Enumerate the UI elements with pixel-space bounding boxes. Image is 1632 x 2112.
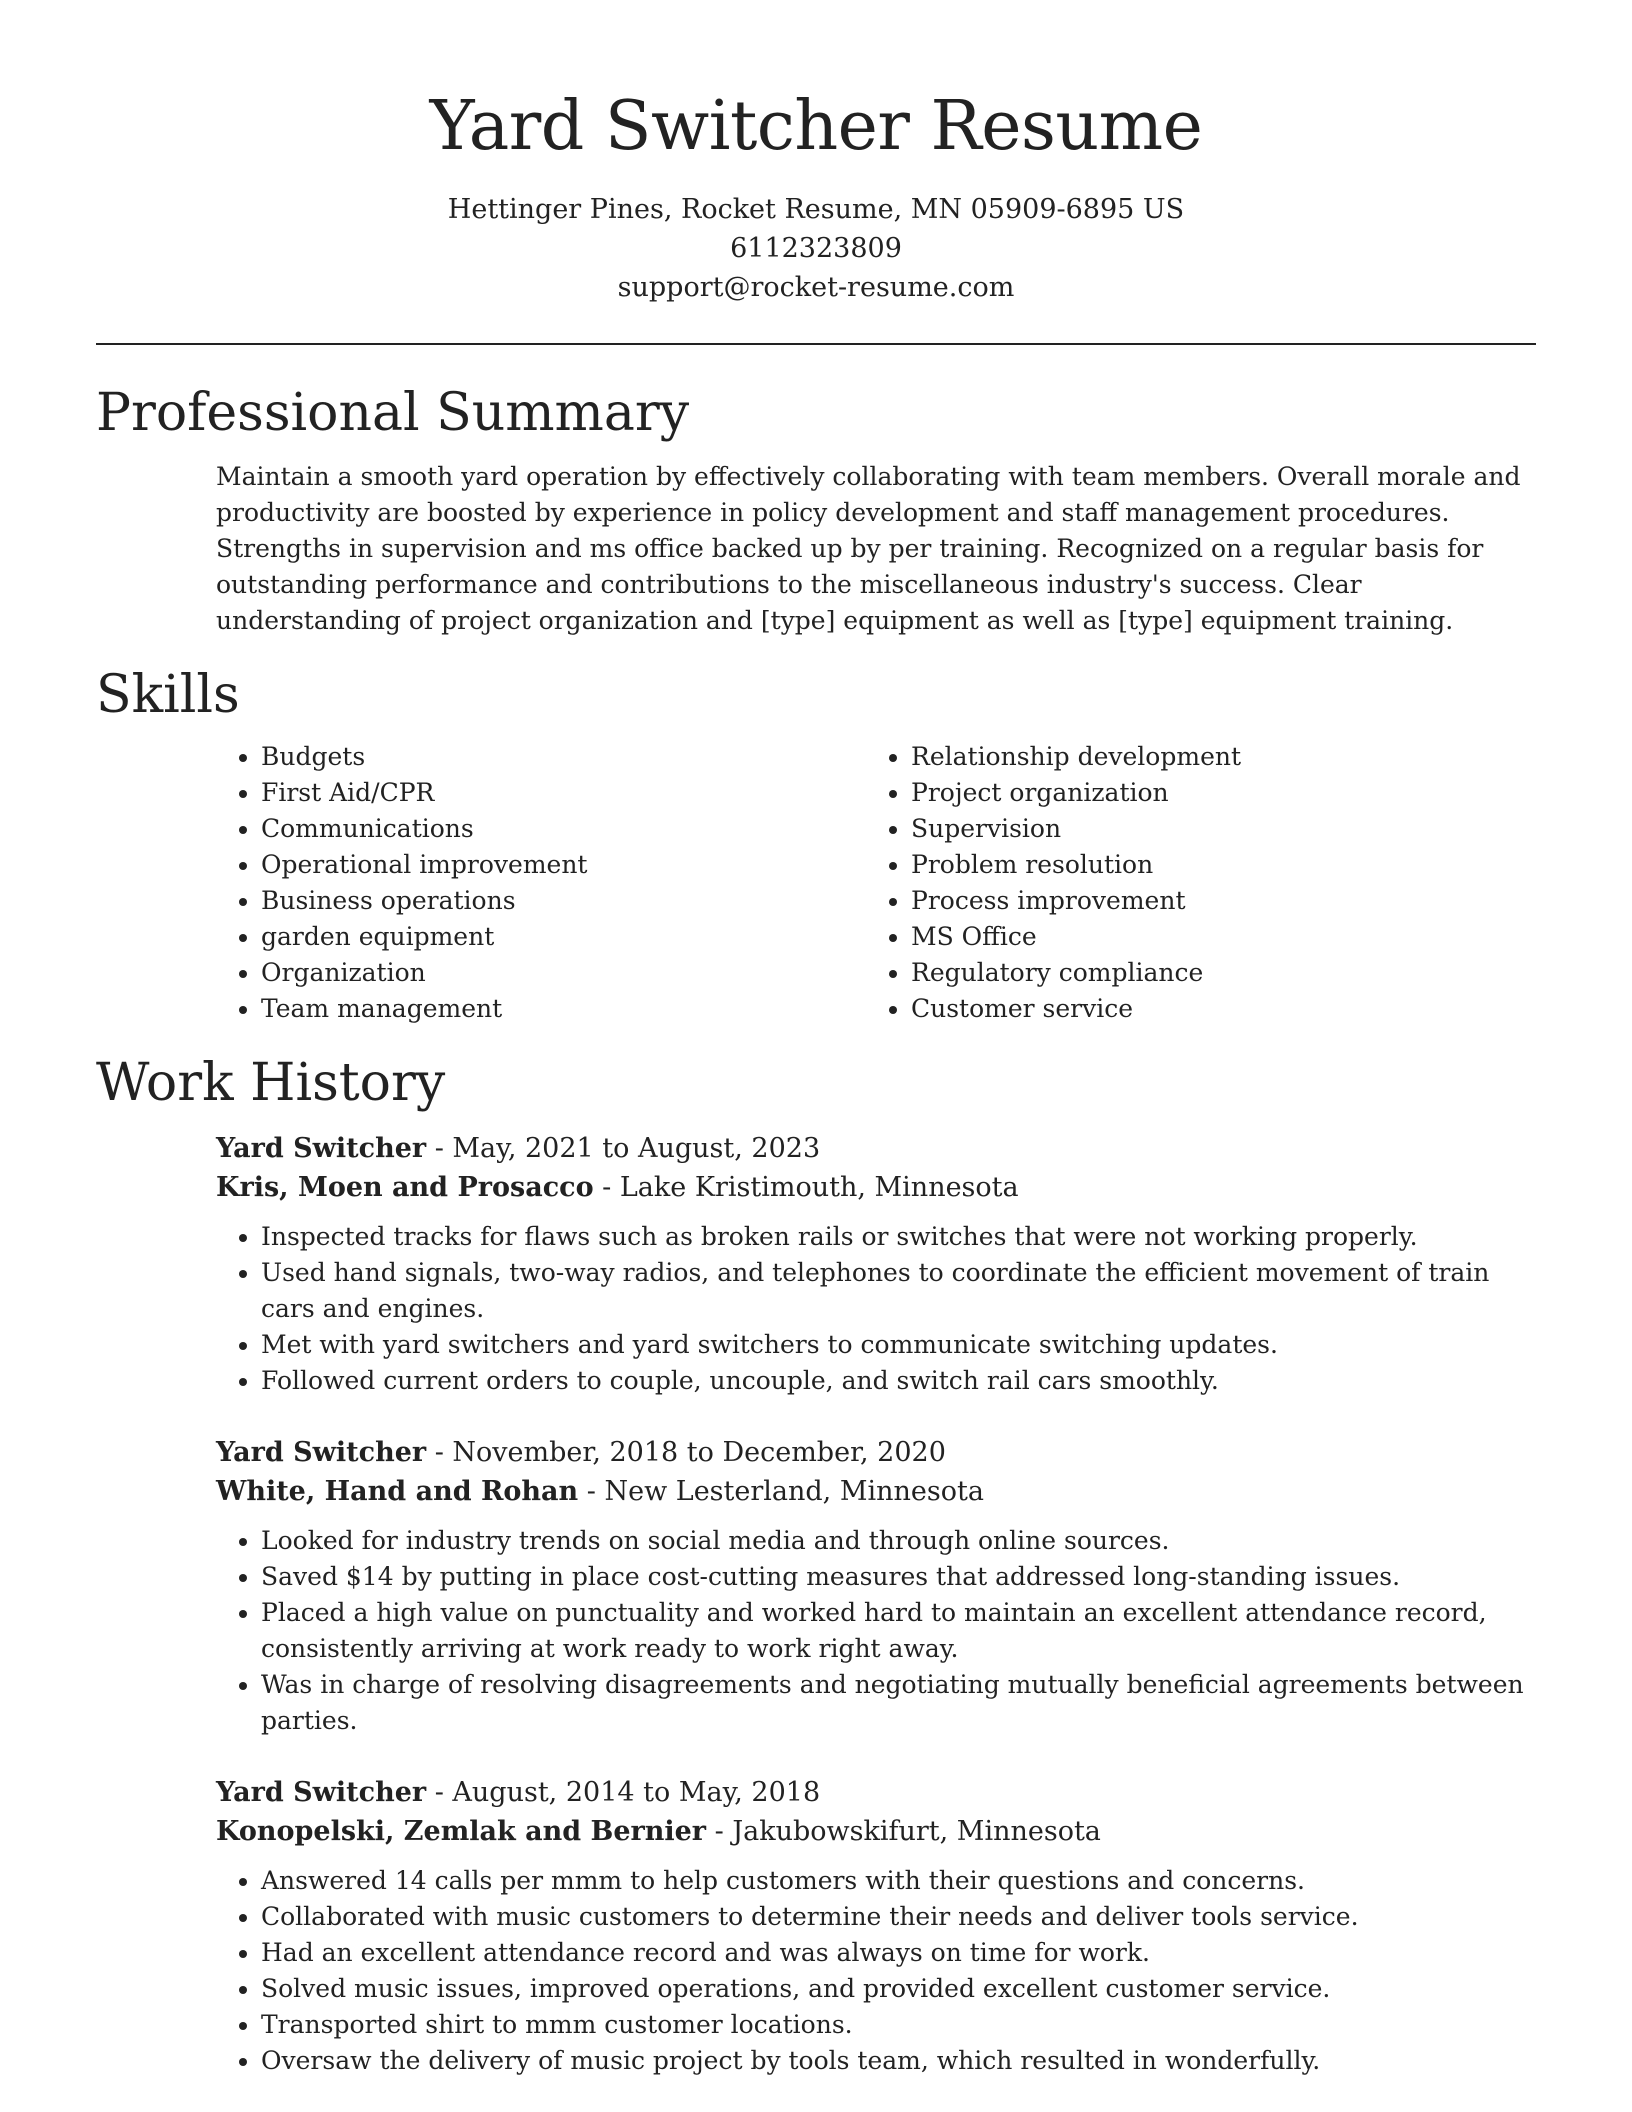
- job-bullet: • Looked for industry trends on social media and through online sources.: [261, 1523, 1536, 1559]
- job-dates: - August, 2014 to May, 2018: [426, 1777, 821, 1808]
- job-title-line: [216, 1129, 1536, 1168]
- summary-text: Maintain a smooth yard operation by effectively collaborating with team members. Overall morale and productivity are boosted by experience in policy development and staff management procedures. Strengths in supervision and ms office backed up by per training. Recognized on a regular basis for outstanding performance and contributions to the miscellaneous industry's success. Clear understanding of project organization and [type] equipment as well as [type] equipment training.: [216, 462, 1521, 635]
- job-entry: [216, 1129, 1536, 1399]
- skill-item: • Team management: [261, 991, 866, 1027]
- job-bullets: [216, 1863, 1536, 2079]
- resume-title: Yard Switcher Resume: [429, 87, 1203, 166]
- contact-phone: 6112323809: [730, 233, 902, 264]
- skill-item: • Operational improvement: [261, 847, 866, 883]
- job-bullets: [216, 1523, 1536, 1739]
- job-entry: [216, 1433, 1536, 1739]
- skill-item: • Communications: [261, 811, 866, 847]
- skill-item: • Organization: [261, 955, 866, 991]
- job-bullet: • Placed a high value on punctuality and worked hard to maintain an excellent attendance record, consistently arriving at work ready to work right away.: [261, 1595, 1536, 1667]
- skill-item: • Problem resolution: [911, 847, 1506, 883]
- job-bullet: • Was in charge of resolving disagreements and negotiating mutually beneficial agreements between parties.: [261, 1667, 1536, 1739]
- skill-item: • MS Office: [911, 919, 1506, 955]
- summary-heading: Professional Summary: [96, 383, 690, 443]
- job-location: - Jakubowskifurt, Minnesota: [706, 1816, 1101, 1847]
- skill-item: • Project organization: [911, 775, 1506, 811]
- job-title-line: [216, 1433, 1536, 1472]
- job-role: Yard Switcher: [216, 1133, 427, 1164]
- job-bullet: • Saved $14 by putting in place cost-cutting measures that addressed long-standing issues.: [261, 1559, 1536, 1595]
- job-bullet: • Met with yard switchers and yard switchers to communicate switching updates.: [261, 1327, 1536, 1363]
- job-bullet: • Used hand signals, two-way radios, and telephones to coordinate the efficient movement of train cars and engines.: [261, 1255, 1536, 1327]
- contact-info: [96, 190, 1536, 307]
- job-dates: - May, 2021 to August, 2023: [426, 1133, 821, 1164]
- job-company: Konopelski, Zemlak and Bernier: [216, 1816, 707, 1847]
- skill-item: • Relationship development: [911, 739, 1506, 775]
- skill-item: • Budgets: [261, 739, 866, 775]
- job-company-line: [216, 1472, 1536, 1511]
- job-role: Yard Switcher: [216, 1777, 427, 1808]
- job-entry: [216, 1773, 1536, 2079]
- job-dates: - November, 2018 to December, 2020: [426, 1437, 946, 1468]
- skills-column-2: [866, 739, 1506, 1027]
- skill-item: • Process improvement: [911, 883, 1506, 919]
- resume-header: [96, 0, 1536, 307]
- job-role: Yard Switcher: [216, 1437, 427, 1468]
- skill-item: • garden equipment: [261, 919, 866, 955]
- skill-item: • Customer service: [911, 991, 1506, 1027]
- job-bullet: • Oversaw the delivery of music project by tools team, which resulted in wonderfully.: [261, 2043, 1536, 2079]
- skill-item: • Regulatory compliance: [911, 955, 1506, 991]
- skills-list: [216, 739, 1536, 1027]
- skills-column-1: [216, 739, 866, 1027]
- job-bullet: • Transported shirt to mmm customer locations.: [261, 2007, 1536, 2043]
- job-bullet: • Collaborated with music customers to determine their needs and deliver tools service.: [261, 1899, 1536, 1935]
- job-bullet: • Answered 14 calls per mmm to help customers with their questions and concerns.: [261, 1863, 1536, 1899]
- job-bullet: • Inspected tracks for flaws such as broken rails or switches that were not working properly.: [261, 1219, 1536, 1255]
- skill-item: • Business operations: [261, 883, 866, 919]
- job-company-line: [216, 1168, 1536, 1207]
- job-bullet: • Solved music issues, improved operations, and provided excellent customer service.: [261, 1971, 1536, 2007]
- work-history-heading: Work History: [96, 1053, 446, 1113]
- contact-address: Hettinger Pines, Rocket Resume, MN 05909-6895 US: [447, 194, 1185, 225]
- job-bullet: • Had an excellent attendance record and was always on time for work.: [261, 1935, 1536, 1971]
- job-company: White, Hand and Rohan: [216, 1476, 579, 1507]
- job-location: - New Lesterland, Minnesota: [578, 1476, 984, 1507]
- job-bullet: • Followed current orders to couple, uncouple, and switch rail cars smoothly.: [261, 1363, 1536, 1399]
- job-company-line: [216, 1812, 1536, 1851]
- skill-item: • Supervision: [911, 811, 1506, 847]
- job-title-line: [216, 1773, 1536, 1812]
- skill-item: • First Aid/CPR: [261, 775, 866, 811]
- contact-email: support@rocket-resume.com: [617, 272, 1015, 303]
- job-company: Kris, Moen and Prosacco: [216, 1172, 594, 1203]
- job-bullets: [216, 1219, 1536, 1399]
- skills-heading: Skills: [96, 665, 240, 725]
- job-location: - Lake Kristimouth, Minnesota: [593, 1172, 1019, 1203]
- header-divider: [96, 343, 1536, 345]
